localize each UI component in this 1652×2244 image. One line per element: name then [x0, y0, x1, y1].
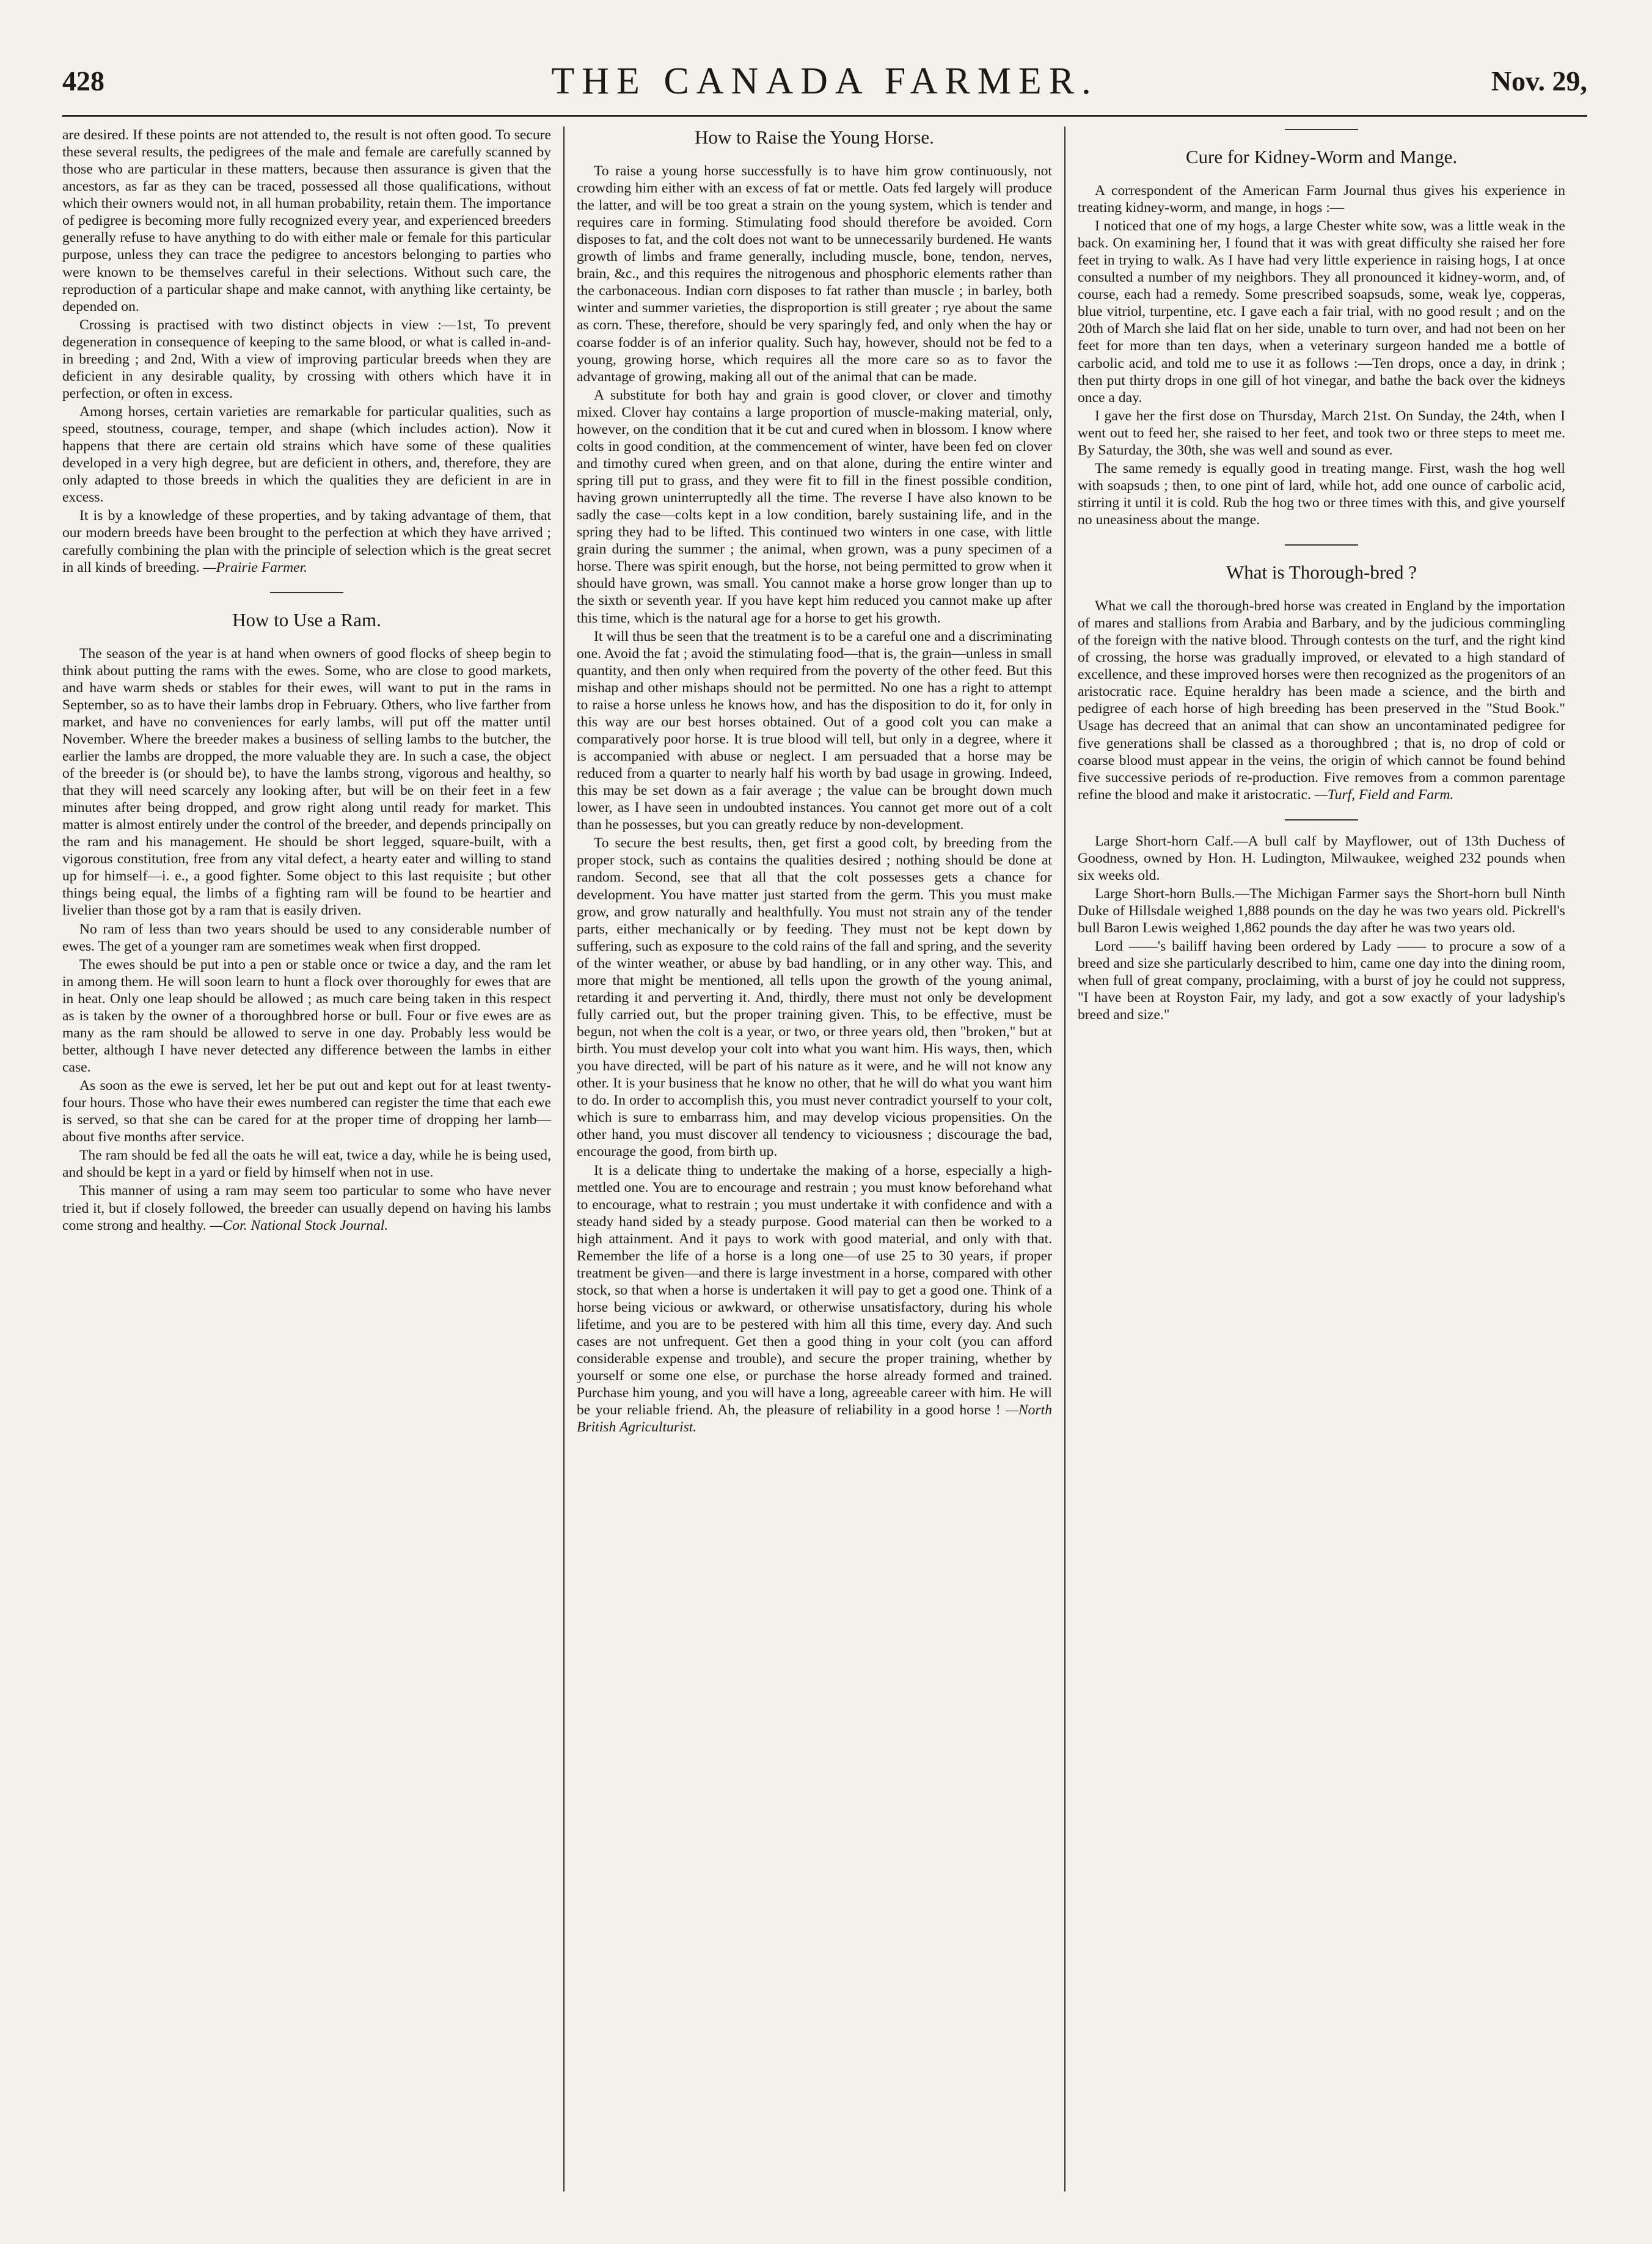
knowledge-paragraph	[62, 507, 551, 576]
heading-how-to-use-a-ram: How to Use a Ram.	[232, 609, 381, 630]
section-divider	[270, 592, 343, 593]
cure-paragraph: The same remedy is equally good in treating mange. First, wash the hog well with soapsuds ; then, to one pint of lard, while hot, add one ounce of carbolic acid, stirring it until it is cold. Rub the hog two or three times with this, and give yourself no uneasiness about the mange.	[1078, 460, 1565, 528]
ram-paragraph: As soon as the ewe is served, let her be put out and kept out for at least twenty-four hours. Those who have their ewes numbered can register the time that each ewe is served, so that she can be cared for at the proper time of dropping her lamb—about five months after service.	[62, 1078, 551, 1146]
horse-paragraph-text: It is a delicate thing to undertake the making of a horse, especially a high-mettled one. You are to encourage and restrain ; you must know beforehand what to encourage, what to restrain ; you must undertake it with confidence and with a steady hand sided by a steady purpose. Good material can then be worked to a high attainment. And it pays to work with good material, and only with that. Remember the life of a horse is a long one—of use 25 to 30 years, if proper treatment be given—and there is large investment in a horse, compared with other stock, so that when a horse is undertaken it will pay to get a good one. Think of a horse being vicious or awkward, or otherwise unsatisfactory, during his whole lifetime, and you are to be pestered with him all this time, every day. And such cases are not unfrequent. Get then a good thing in your colt (you can afford considerable expense and trouble), and secure the proper training, whether by yourself or some one else, or purchase the horse already formed and trained. Purchase him young, and you will have a long, agreeable career with him. He will be your reliable friend. Ah, the pleasure of reliability in a good horse !	[577, 1162, 1052, 1419]
column-2	[563, 126, 1064, 2191]
section-divider	[1285, 129, 1358, 130]
masthead	[62, 56, 1587, 117]
cure-paragraph: I noticed that one of my hogs, a large Chester white sow, was a little weak in the back. On examining her, I found that it was with great difficulty she raised her fore feet in trying to walk. As I have had very little experience in raising hogs, I at once consulted a number of my neighbors. They all pronounced it kidney-worm, and, of course, each had a remedy. Some prescribed soapsuds, some, weak lye, copperas, blue vitriol, turpentine, etc. I gave each a fair trial, with no good result ; and on the 20th of March she laid flat on her side, unable to turn over, and had not been on her feet for more than ten days, when a veterinary surgeon handed me a bottle of carbolic acid, and told me to use it as follows :—Ten drops, once a day, in drink ; then put thirty drops in one gill of hot vinegar, and bathe the back over the kidneys once a day.	[1078, 218, 1565, 406]
source-credit: —North British Agriculturist.	[577, 1402, 1052, 1436]
section-divider	[1285, 819, 1358, 820]
note-short-horn-calf: Large Short-horn Calf.—A bull calf by Mayflower, out of 13th Duchess of Goodness, owned by Hon. H. Ludington, Milwaukee, weighed 232 pounds when six weeks old.	[1078, 833, 1565, 883]
note-bailiff-anecdote: Lord ——'s bailiff having been ordered by Lady —— to procure a sow of a breed and size she particularly described to him, came one day into the dining room, when full of great company, proclaiming, with a burst of joy he could not suppress, "I have been at Royston Fair, my lady, and got a sow exactly of your ladyship's breed and size."	[1078, 938, 1565, 1023]
note-short-horn-bulls: Large Short-horn Bulls.—The Michigan Farmer says the Short-horn bull Ninth Duke of Hillsdale weighed 1,888 pounds on the day he was two years old. Pickrell's bull Baron Lewis weighed 1,862 pounds the day after he was two years old.	[1078, 885, 1565, 937]
pedigree-paragraph: are desired. If these points are not attended to, the result is not often good. To secure these several results, the pedigrees of the male and female are carefully scanned by those who are particular in these matters, because then assurance is given that the ancestors, as far as they can be traced, possessed all those qualifications, without which their owners would not, in all human probability, retain them. The importance of pedigree is becoming more fully recognized every year, and experienced breeders generally refuse to have anything to do with either male or female for this particular purpose, unless they can trace the pedigree to ancestors belonging to parties who were known to be themselves careful in their selections. Without such care, the reproduction of a particular shape and make cannot, with anything like certainty, be depended on.	[62, 127, 551, 315]
heading-kidney-worm-cure: Cure for Kidney-Worm and Mange.	[1185, 146, 1458, 167]
crossing-paragraph: Crossing is practised with two distinct objects in view :—1st, To prevent degeneration in consequence of keeping to the same blood, or what is called in-and-in breeding ; and 2nd, With a view of improving particular breeds when they are deficient in any desirable quality, by crossing with others which have it in perfection, or often in excess.	[62, 316, 551, 401]
newspaper-title: THE CANADA FARMER.	[551, 60, 1098, 102]
column-3	[1064, 126, 1565, 2191]
ram-paragraph: The ram should be fed all the oats he will eat, twice a day, while he is being used, and should be kept in a yard or field by himself when not in use.	[62, 1147, 551, 1181]
article-columns	[62, 126, 1587, 2191]
cure-paragraph: I gave her the first dose on Thursday, March 21st. On Sunday, the 24th, when I went out to feed her, she raised to her feet, and took two or three steps to meet me. By Saturday, the 30th, she was well and sound as ever.	[1078, 408, 1565, 458]
section-divider	[1285, 544, 1358, 546]
horse-paragraph: To secure the best results, then, get first a good colt, by breeding from the proper stock, such as contains the qualities desired ; nothing should be done at random. Second, see that all that the colt possesses gets a chance for development. You have matter just started from the germ. This you must make grow, and grow naturally and healthfully. You must not strain any of the tender parts, either mechanically or by feeding. They must not be kept down by suffering, such as exposure to the cold rains of the fall and spring, and the severity of the winter weather, or abuse by bad handling, or in any other way. This, and more that might be mentioned, all tells upon the growth of the young animal, retarding it and perverting it. And, thirdly, there must not only be development fully carried out, but the proper training given. This, to be effective, must be begun, not when the colt is a year, or two, or three years old, then "broken," but at birth. You must develop your colt into what you want him. His ways, then, which you have directed, will be part of his nature as it were, and he will not know any other. It is your business that he know no other, that he will do what you want him to do. In order to accomplish this, you must never contradict yourself to your colt, which is sure to embarrass him, and may develop vicious propensities. On the other hand, you must discover all tendency to viciousness ; discourage the bad, encourage the good, from birth up.	[577, 835, 1052, 1160]
horse-paragraph: A substitute for both hay and grain is good clover, or clover and timothy mixed. Clover hay contains a large proportion of muscle-making material, only, however, on the condition that it be cut and cured when in blossom. I know where colts in good condition, at the commencement of winter, have been fed on clover and timothy cured when green, and on that alone, during the entire winter and spring till put to grass, and they were fit to fill in the finest possible condition, having grown uninterruptedly all the time. The reverse I have also known to be sadly the case—colts kept in a low condition, barely sustaining life, and in the spring they had to be lifted. This continued two winters in one case, with little grain during the summer ; the animal, when grown, was a puny specimen of a horse. There was spirit enough, but the horse, not being permitted to grow when it should have grown, was small. You cannot make a horse grow longer than up to the sixth or seventh year. If you have kept him reduced you cannot make up after this time, which is the natural age for a horse to get his growth.	[577, 387, 1052, 626]
ram-paragraph: The ewes should be put into a pen or stable once or twice a day, and the ram let in among them. He will soon learn to hunt a flock over thoroughly for ewes that are in heat. Only one leap should be allowed ; as much care being taken in this respect as is taken by the owner of a thoroughbred horse or bull. Four or five ewes are as many as the ram should be allowed to serve in one day. Probably less would be better, although I have never detected any difference between the lambs in either case.	[62, 956, 551, 1075]
source-credit: —Cor. National Stock Journal.	[210, 1217, 389, 1233]
horses-qualities-paragraph: Among horses, certain varieties are remarkable for particular qualities, such as speed, stoutness, courage, temper, and shape (which includes action). Now it happens that there are certain old strains which have some of these qualities developed in a very high degree, but are deficient in others, and, therefore, they are only adapted to those breeds in which the qualities they are deficient in are in excess.	[62, 404, 551, 506]
horse-paragraph: It will thus be seen that the treatment is to be a careful one and a discriminating one. Avoid the fat ; avoid the stimulating food—that is, the grain—unless in small quantity, and then only when required from the poverty of the other feed. But this mishap and other mishaps should not be permitted. No one has a right to attempt to raise a horse unless he knows how, and has the disposition to do it, for only in this way are our best horses obtained. Out of a good colt you can make a comparatively poor horse. It is true blood will tell, but only in a degree, where it is accompanied with abuse or neglect. I am persuaded that a horse may be reduced from a quarter to nearly half his worth by bad usage in growing. Indeed, this may be set down as a fair average ; the value can be brought down much lower, as I have seen in undoubted instances. You cannot get more out of a colt than he possesses, but you can greatly reduce by non-development.	[577, 628, 1052, 833]
heading-raise-young-horse: How to Raise the Young Horse.	[695, 126, 934, 148]
source-credit: —Turf, Field and Farm.	[1314, 786, 1454, 803]
ram-paragraph	[62, 1182, 551, 1233]
thorough-paragraph-text: What we call the thorough-bred horse was created in England by the importation of mares and stallions from Arabia and Barbary, and by the judicious commingling of the foreign with the native blood. Through contests on the turf, and the right kind of crossing, the horse was gradually improved, or elevated to a high standard of excellence, and these improved horses were then recognized as the progenitors of an aristocratic race. Equine heraldry has been made a science, and the birth and pedigree of each horse of high breeding has been preserved in the "Stud Book." Usage has decreed that an animal that can show an uncontaminated pedigree for five generations shall be classed as a thoroughbred ; that is, no drop of cold or coarse blood must appear in the veins, the origin of which cannot be found behind five successive periods of re-production. Five removes from a common parentage refine the blood and make it aristocratic.	[1078, 598, 1565, 803]
ram-paragraph: No ram of less than two years should be used to any considerable number of ewes. The get of a younger ram are sometimes weak when first dropped.	[62, 921, 551, 954]
cure-paragraph: A correspondent of the American Farm Journal thus gives his experience in treating kidney-worm, and mange, in hogs :—	[1078, 182, 1565, 216]
source-credit: —Prairie Farmer.	[203, 559, 308, 576]
horse-paragraph: To raise a young horse successfully is to have him grow continuously, not crowding him either with an excess of fat or mettle. Oats fed largely will produce the latter, and will be too great a strain on the young system, which is tender and requires care in forming. Stimulating food should therefore be avoided. Corn disposes to fat, and the colt does not want to be unnecessarily burdened. He wants growth of limbs and frame generally, including muscle, bone, tendon, nerves, brain, &c., and this requires the nitrogenous and phosphoric elements rather than the carbonaceous. Indian corn disposes to fat rather than muscle ; in barley, both winter and summer varieties, the disproportion is still greater ; rye about the same as corn. These, therefore, should be very sparingly fed, and only when the hay or coarse fodder is of an inferior quality. Such hay, however, should not be fed to a young, growing horse, which requires all the more care so as to favor the advantage of growing, making all out of the animal that can be made.	[577, 163, 1052, 385]
thorough-paragraph	[1078, 598, 1565, 803]
column-1	[62, 126, 563, 2191]
heading-thorough-bred: What is Thorough-bred ?	[1226, 561, 1417, 583]
knowledge-paragraph-text: It is by a knowledge of these properties, and by taking advantage of them, that our modern breeds have been brought to the perfection at which they have arrived ; carefully combining the plan with the principle of selection which is the great secret in all kinds of breeding.	[62, 508, 551, 576]
issue-date: Nov. 29,	[1491, 65, 1587, 97]
page-number: 428	[62, 65, 104, 97]
ram-paragraph-text: This manner of using a ram may seem too particular to some who have never tried it, but if closely followed, the breeder can usually depend on having his lambs come strong and healthy.	[62, 1183, 551, 1233]
horse-paragraph	[577, 1162, 1052, 1436]
ram-paragraph: The season of the year is at hand when owners of good flocks of sheep begin to think about putting the rams with the ewes. Some, who are close to good markets, and have warm sheds or stables for their ewes, will want to put in the rams in September, so as to have their lambs drop in February. Others, who live farther from market, and have no conveniences for early lambs, will put off the matter until November. Where the breeder makes a business of selling lambs to the butcher, the earlier the lambs are dropped, the more valuable they are. In such a case, the object of the breeder is (or should be), to have the lambs strong, vigorous and healthy, so that they will need scarcely any looking after, but will be on their feet in a few minutes after being dropped, and grow right along until ready for market. This matter is almost entirely under the control of the breeder, and depends principally on the ram and his management. He should be short legged, square-built, with a vigorous constitution, free from any vital defect, a hearty eater and willing to stand up for himself—i. e., a good fighter. Some object to this last requisite ; but other things being equal, the limbs of a fighting ram will be found to be heartier and livelier than those got by a ram that is easily driven.	[62, 645, 551, 919]
